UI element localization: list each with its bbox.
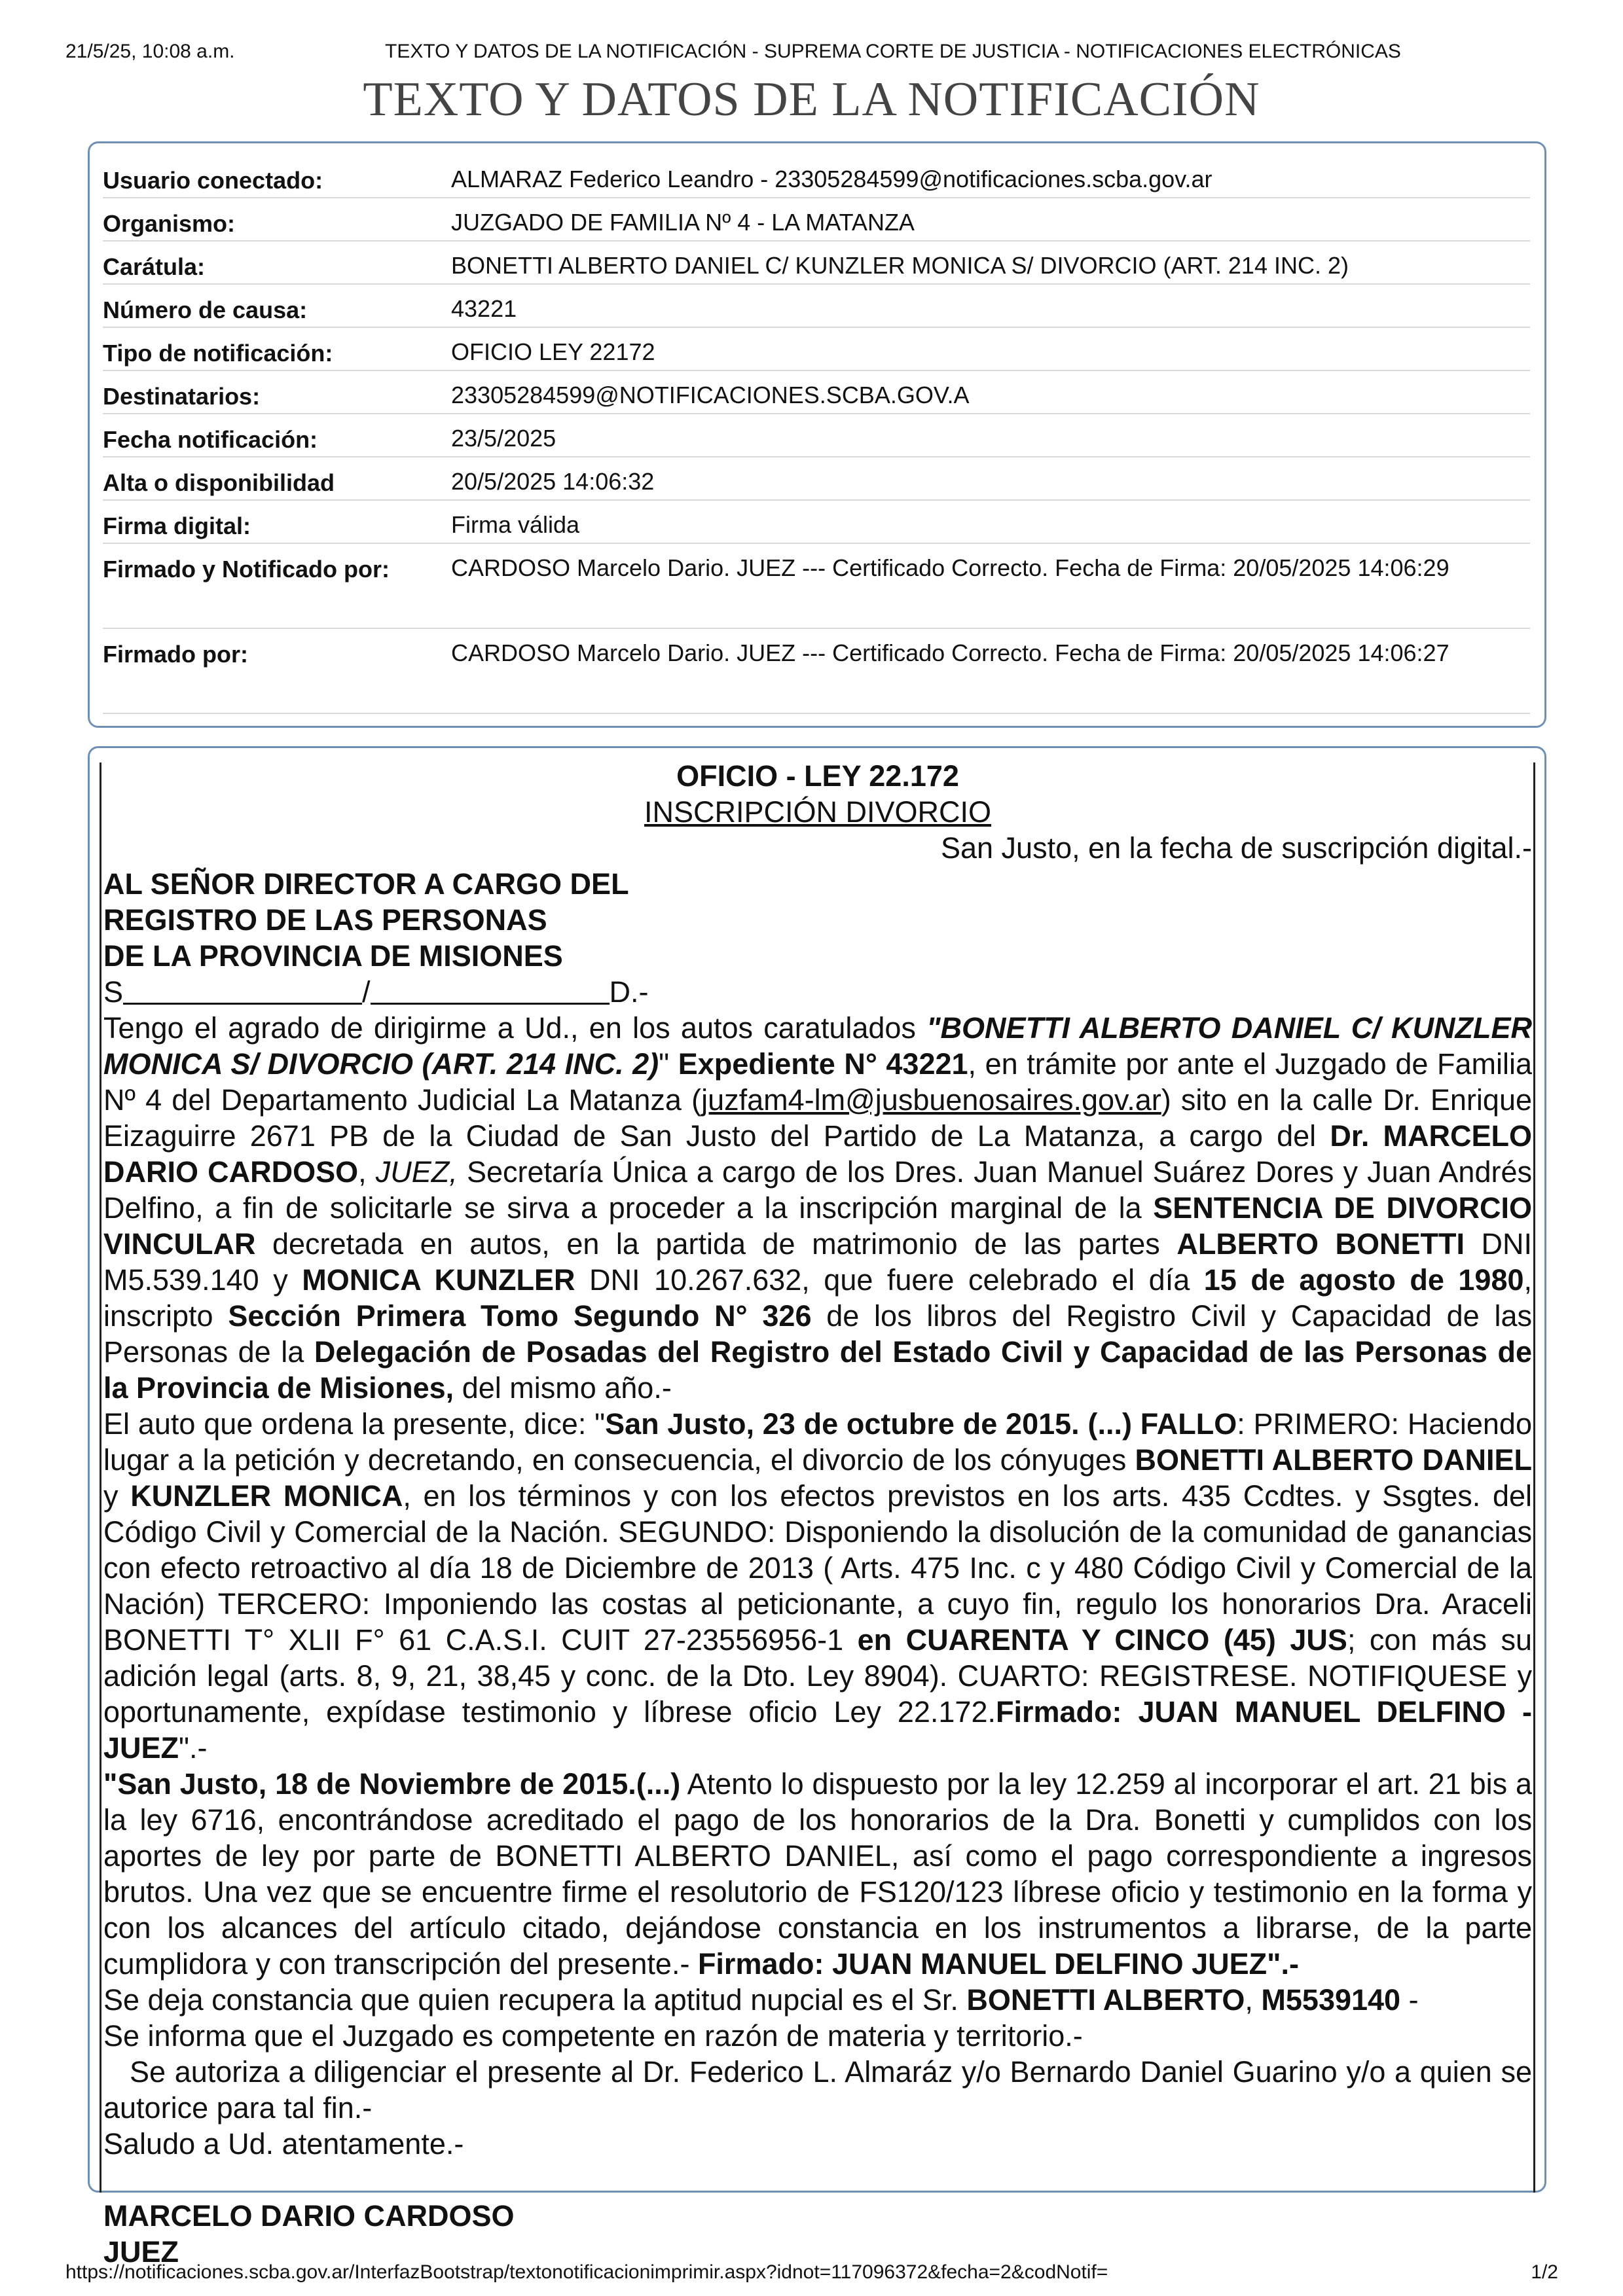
- paragraph-competencia: Se informa que el Juzgado es competente en razón de materia y territorio.-: [103, 2019, 1083, 2053]
- expediente-number: Expediente N° 43221: [678, 1047, 968, 1081]
- info-label: Carátula:: [103, 253, 206, 280]
- blank-line: [103, 2162, 1532, 2198]
- page-title: TEXTO Y DATOS DE LA NOTIFICACIÓN: [363, 73, 1260, 126]
- text-run: DNI M5.539.140 y: [103, 1227, 1533, 1297]
- oficio-place-date: San Justo, en la fecha de suscripción digital.-: [940, 831, 1532, 865]
- text-run: decretada en autos, en la partida de matrimonio de las partes: [255, 1227, 1177, 1261]
- text-run: El auto que ordena la presente, dice: ": [103, 1407, 606, 1441]
- ruling-signature: Firmado: JUAN MANUEL DELFINO - JUEZ: [103, 1695, 1532, 1765]
- party-name: KUNZLER MONICA: [130, 1479, 403, 1513]
- registry-section: Sección Primera Tomo Segundo N° 326: [228, 1299, 812, 1333]
- salutation-d: D.-: [609, 975, 649, 1009]
- judge-name: Dr. MARCELO DARIO CARDOSO: [103, 1119, 1533, 1189]
- info-label: Destinatarios:: [103, 383, 261, 410]
- court-email-link[interactable]: juzfam4-lm@jusbuenosaires.gov.ar: [701, 1083, 1161, 1117]
- info-row-firmado-por: [103, 629, 1530, 714]
- text-run: del mismo año.-: [454, 1371, 672, 1405]
- marriage-date: 15 de agosto de 1980: [1203, 1263, 1524, 1297]
- salutation-blank: [371, 977, 610, 1005]
- text-run: Secretaría Única a cargo de los Dres. Juan Manuel Suárez Dores y Juan Andrés Delfino, a fin de solicitarle se sirva a proceder a la inscripción marginal de la: [103, 1155, 1532, 1225]
- text-run: ) sito en la calle Dr. Enrique Eizaguirre 2671 PB de la Ciudad de San Justo del Partido de La Matanza, a cargo del: [103, 1083, 1532, 1153]
- info-row-tipo-notificacion: [103, 328, 1530, 371]
- info-label: Número de causa:: [103, 296, 308, 323]
- info-row-firma-digital: [103, 501, 1530, 544]
- info-value: OFICIO LEY 22172: [451, 338, 655, 365]
- salutation-line: [103, 974, 1532, 1010]
- info-label: Firmado por:: [103, 641, 248, 668]
- text-run: ": [659, 1047, 678, 1081]
- info-row-firmado-notificado: [103, 544, 1530, 629]
- text-run: de los libros del Registro Civil y Capacidad de las Personas de la: [103, 1299, 1532, 1369]
- info-value: CARDOSO Marcelo Dario. JUEZ --- Certificado Correcto. Fecha de Firma: 20/05/2025 14:06:29: [451, 554, 1450, 581]
- ruling-heading: "San Justo, 18 de Noviembre de 2015.(...): [103, 1767, 681, 1801]
- text-run: Se deja constancia que quien recupera la aptitud nupcial es el Sr.: [103, 1983, 967, 2017]
- text-run: , en trámite por ante el Juzgado de Familia Nº 4 del Departamento Judicial La Matanza (: [103, 1047, 1532, 1117]
- ruling-signature: Firmado: JUAN MANUEL DELFINO JUEZ".-: [697, 1947, 1299, 1981]
- party-name: MONICA KUNZLER: [302, 1263, 575, 1297]
- paragraph-solicitud: [103, 1010, 1532, 1406]
- info-value: 20/5/2025 14:06:32: [451, 468, 655, 495]
- text-run: : PRIMERO: Haciendo lugar a la petición y decretando, en consecuencia, el divorcio de los cónyuges: [103, 1407, 1532, 1477]
- text-run: Atento lo dispuesto por la ley 12.259 al incorporar el art. 21 bis a la ley 6716, encontrándose acreditado el pago de los honorarios de la Dra. Bonetti y cumplidos con los aportes de ley por parte de BONETTI ALBERTO DANIEL, así como el pago correspondiente a ingresos brutos. Una vez que se encuentre firme el resolutorio de FS120/123 líbrese oficio y testimonio en la forma y con los alcances del artículo citado, dejándose constancia en los instrumentos a librarse, de la parte cumplidora y con transcripción del presente.-: [103, 1767, 1532, 1981]
- party-document: M5539140: [1261, 1983, 1401, 2017]
- notification-info-panel: [88, 141, 1546, 728]
- info-value: JUZGADO DE FAMILIA Nº 4 - LA MATANZA: [451, 209, 915, 236]
- text-run: ".-: [179, 1731, 208, 1765]
- info-label: Fecha notificación:: [103, 426, 318, 453]
- print-datetime: 21/5/25, 10:08 a.m.: [65, 41, 235, 62]
- info-label: Organismo:: [103, 210, 236, 237]
- print-header: [65, 41, 1558, 67]
- info-row-numero-causa: [103, 285, 1530, 328]
- print-header-title: TEXTO Y DATOS DE LA NOTIFICACIÓN - SUPREMA CORTE DE JUSTICIA - NOTIFICACIONES ELECTRÓNICAS: [385, 41, 1401, 62]
- info-value: BONETTI ALBERTO DANIEL C/ KUNZLER MONICA S/ DIVORCIO (ART. 214 INC. 2): [451, 252, 1349, 279]
- salutation-s: S: [103, 975, 124, 1009]
- info-row-fecha-notificacion: [103, 414, 1530, 457]
- info-label: Firma digital:: [103, 512, 251, 539]
- text-margin-bar-left: [100, 762, 101, 2193]
- info-label: Alta o disponibilidad: [103, 469, 335, 496]
- info-row-usuario: [103, 155, 1530, 198]
- paragraph-constancia: [103, 1982, 1532, 2018]
- addressee-line: REGISTRO DE LAS PERSONAS: [103, 903, 547, 937]
- paragraph-auto-fallo: [103, 1406, 1532, 1766]
- salutation-blank: [123, 977, 362, 1005]
- salutation-slash: /: [362, 975, 371, 1009]
- paragraph-autorizacion: Se autoriza a diligenciar el presente al Dr. Federico L. Almaráz y/o Bernardo Daniel Guarino y/o a quien se autorice para tal fin.-: [103, 2055, 1532, 2125]
- info-label: Tipo de notificación:: [103, 340, 333, 367]
- info-value: ALMARAZ Federico Leandro - 23305284599@notificaciones.scba.gov.ar: [451, 166, 1213, 192]
- info-value: 43221: [451, 295, 517, 322]
- info-row-alta: [103, 457, 1530, 501]
- info-row-destinatarios: [103, 371, 1530, 414]
- page-number: 1/2: [1531, 2261, 1558, 2283]
- sentence-type: SENTENCIA DE DIVORCIO VINCULAR: [103, 1191, 1532, 1261]
- text-run: ; con más su adición legal (arts. 8, 9, 21, 38,45 y conc. de la Dto. Ley 8904). CUARTO: REGISTRESE. NOTIFIQUESE y oportunamente, expídase testimonio y líbrese oficio Ley 22.172.: [103, 1623, 1532, 1729]
- signer-name: MARCELO DARIO CARDOSO: [103, 2199, 515, 2233]
- info-value: 23/5/2025: [451, 425, 556, 452]
- fee-amount: en CUARENTA Y CINCO (45) JUS: [857, 1623, 1347, 1657]
- text-run: y: [103, 1479, 131, 1513]
- judge-title: JUEZ,: [375, 1155, 458, 1189]
- party-name: BONETTI ALBERTO: [966, 1983, 1245, 2017]
- paragraph-auto-noviembre: [103, 1766, 1532, 1982]
- case-caption: "BONETTI ALBERTO DANIEL C/ KUNZLER MONICA S/ DIVORCIO (ART. 214 INC. 2): [103, 1011, 1532, 1081]
- ruling-heading: San Justo, 23 de octubre de 2015. (...) FALLO: [605, 1407, 1237, 1441]
- info-value: 23305284599@NOTIFICACIONES.SCBA.GOV.A: [451, 382, 970, 408]
- page-url: https://notificaciones.scba.gov.ar/InterfazBootstrap/textonotificacionimprimir.aspx?idnot=117096372&fecha=2&codNotif=: [65, 2261, 1108, 2283]
- text-margin-bar-right: [1533, 762, 1535, 2193]
- text-run: DNI 10.267.632, que fuere celebrado el día: [575, 1263, 1204, 1297]
- paragraph-saludo: Saludo a Ud. atentamente.-: [103, 2127, 464, 2161]
- registry-delegation: Delegación de Posadas del Registro del Estado Civil y Capacidad de las Personas de la Provincia de Misiones,: [103, 1335, 1532, 1405]
- text-run: -: [1400, 1983, 1419, 2017]
- text-run: Tengo el agrado de dirigirme a Ud., en los autos caratulados: [103, 1011, 927, 1045]
- party-name: ALBERTO BONETTI: [1176, 1227, 1465, 1261]
- info-value: Firma válida: [451, 511, 580, 538]
- oficio-document: [103, 758, 1532, 2270]
- text-run: , en los términos y con los efectos previstos en los arts. 435 Ccdtes. y Ssgtes. del Código Civil y Comercial de la Nación. SEGUNDO: Disponiendo la disolución de la comunidad de ganancias con efecto retroactivo al día 18 de Diciembre de 2013 ( Arts. 475 Inc. c y 480 Código Civil y Comercial de la Nación) TERCERO: Imponiendo las costas al peticionante, a cuyo fin, regulo los honorarios Dra. Araceli BONETTI T° XLII F° 61 C.A.S.I. CUIT 27-23556956-1: [103, 1479, 1532, 1657]
- oficio-subtitle: INSCRIPCIÓN DIVORCIO: [644, 795, 992, 829]
- signer-title: JUEZ: [103, 2235, 179, 2269]
- text-run: ,: [358, 1155, 376, 1189]
- party-name: BONETTI ALBERTO DANIEL: [1135, 1443, 1532, 1477]
- info-label: Usuario conectado:: [103, 167, 323, 194]
- info-row-organismo: [103, 198, 1530, 242]
- info-label: Firmado y Notificado por:: [103, 556, 390, 583]
- oficio-title: OFICIO - LEY 22.172: [676, 759, 959, 793]
- text-run: ,: [1245, 1983, 1262, 2017]
- info-row-caratula: [103, 242, 1530, 285]
- addressee-line: AL SEÑOR DIRECTOR A CARGO DEL: [103, 867, 629, 901]
- addressee-line: DE LA PROVINCIA DE MISIONES: [103, 939, 563, 973]
- info-value: CARDOSO Marcelo Dario. JUEZ --- Certificado Correcto. Fecha de Firma: 20/05/2025 14:06:27: [451, 639, 1450, 666]
- text-run: , inscripto: [103, 1263, 1533, 1333]
